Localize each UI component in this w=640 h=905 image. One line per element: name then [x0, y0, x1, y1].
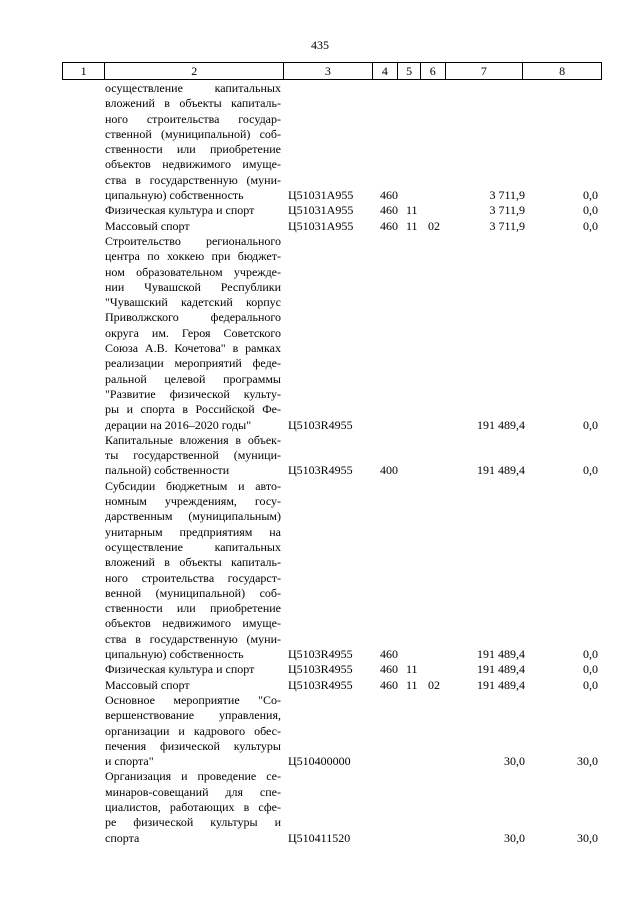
- table-row: [0, 662, 640, 677]
- row-expense-type: 460: [380, 218, 398, 233]
- description-line: Основное мероприятие "Со-: [105, 692, 281, 707]
- column-header-table: [62, 62, 602, 80]
- row-amount-2: 0,0: [583, 647, 598, 662]
- description-line: номным учреждениям, госу-: [105, 494, 281, 509]
- description-line: ного строительства государ-: [105, 111, 281, 126]
- description-line: ственности или приобретение: [105, 601, 281, 616]
- description-line: Приволжского федерального: [105, 310, 281, 325]
- row-expense-type: 460: [380, 677, 398, 692]
- table-row: [0, 234, 640, 433]
- page-number: 435: [311, 38, 329, 52]
- description-line: Строительство регионального: [105, 233, 281, 248]
- row-section: 11: [406, 203, 418, 218]
- column-header-row: [63, 63, 602, 80]
- row-expense-type: 460: [380, 662, 398, 677]
- description-line: ном образовательном учрежде-: [105, 264, 281, 279]
- row-amount-2: 0,0: [583, 188, 598, 203]
- description-line: реализации мероприятий феде-: [105, 356, 281, 371]
- description-line: вершенствование управления,: [105, 708, 281, 723]
- row-amount-2: 30,0: [577, 830, 598, 845]
- table-row: [0, 479, 640, 663]
- description-line: осуществление капитальных: [105, 539, 281, 554]
- description-line: ципальную) собственность: [105, 647, 244, 662]
- description-line: дарственным (муниципальным): [105, 509, 281, 524]
- table-row: [0, 769, 640, 846]
- description-line: дерации на 2016–2020 годы": [105, 417, 252, 432]
- description-line: ственности или приобретение: [105, 142, 281, 157]
- row-code: Ц510411520: [288, 830, 351, 845]
- description-line: объектов недвижимого имуще-: [105, 157, 281, 172]
- row-section: 11: [406, 677, 418, 692]
- description-line: нии Чувашской Республики: [105, 279, 281, 294]
- row-code: Ц51031А955: [288, 203, 354, 218]
- row-amount-1: 30,0: [504, 754, 525, 769]
- budget-table-body: [0, 81, 640, 846]
- description-line: ства в государственную (муни-: [105, 631, 281, 646]
- row-amount-1: 3 711,9: [489, 218, 525, 233]
- row-expense-type: 460: [380, 647, 398, 662]
- row-amount-2: 30,0: [577, 754, 598, 769]
- description-line: венной (муниципальной) соб-: [105, 585, 281, 600]
- row-code: Ц5103R4955: [288, 417, 353, 432]
- description-line: минаров-совещаний для спе-: [105, 784, 281, 799]
- description-line: округа им. Героя Советского: [105, 325, 281, 340]
- description-line: организации и кадрового обес-: [105, 723, 281, 738]
- description-line: печения физической культуры: [105, 738, 281, 753]
- row-amount-1: 191 489,4: [477, 647, 525, 662]
- description-line: ры и спорта в Российской Фе-: [105, 402, 281, 417]
- row-amount-1: 3 711,9: [489, 188, 525, 203]
- row-amount-2: 0,0: [583, 677, 598, 692]
- description-line: ципальную) собственность: [105, 188, 244, 203]
- description-line: унитарным предприятиям на: [105, 524, 281, 539]
- row-amount-2: 0,0: [583, 417, 598, 432]
- row-description: [105, 234, 281, 433]
- row-amount-1: 191 489,4: [477, 463, 525, 478]
- column-header-6: 6: [420, 63, 445, 80]
- row-amount-2: 0,0: [583, 218, 598, 233]
- description-line: пальной) собственности: [105, 463, 230, 478]
- table-row: [0, 81, 640, 203]
- row-description: [105, 693, 281, 769]
- row-code: Ц5103R4955: [288, 677, 353, 692]
- row-amount-2: 0,0: [583, 463, 598, 478]
- description-line: циалистов, работающих в сфе-: [105, 800, 281, 815]
- row-amount-1: 191 489,4: [477, 662, 525, 677]
- row-subsection: 02: [428, 677, 440, 692]
- row-code: Ц51031А955: [288, 218, 354, 233]
- row-description: [105, 678, 281, 693]
- row-section: 11: [406, 662, 418, 677]
- row-description: [105, 81, 281, 203]
- row-expense-type: 460: [380, 203, 398, 218]
- description-line: спорта: [105, 830, 140, 845]
- row-amount-1: 3 711,9: [489, 203, 525, 218]
- row-amount-1: 191 489,4: [477, 417, 525, 432]
- table-row: [0, 203, 640, 218]
- description-line: объектов недвижимого имуще-: [105, 616, 281, 631]
- column-header-8: 8: [523, 63, 602, 80]
- row-subsection: 02: [428, 218, 440, 233]
- description-line: ре физической культуры и: [105, 815, 281, 830]
- row-expense-type: 460: [380, 188, 398, 203]
- row-description: [105, 769, 281, 845]
- row-description: [105, 662, 281, 677]
- row-code: Ц5103R4955: [288, 662, 353, 677]
- row-section: 11: [406, 218, 418, 233]
- row-code: Ц51031А955: [288, 188, 354, 203]
- row-description: [105, 219, 281, 234]
- row-amount-2: 0,0: [583, 203, 598, 218]
- description-line: "Развитие физической культу-: [105, 386, 281, 401]
- row-amount-1: 30,0: [504, 830, 525, 845]
- table-row: [0, 219, 640, 234]
- table-row: [0, 678, 640, 693]
- column-header-3: 3: [284, 63, 372, 80]
- column-header-4: 4: [372, 63, 398, 80]
- description-line: Субсидии бюджетным и авто-: [105, 478, 281, 493]
- row-expense-type: 400: [380, 463, 398, 478]
- description-line: ты государственной (муници-: [105, 448, 281, 463]
- row-description: [105, 433, 281, 479]
- description-line: осуществление капитальных: [105, 81, 281, 95]
- description-line: Массовый спорт: [105, 218, 190, 233]
- column-header-7: 7: [445, 63, 523, 80]
- description-line: Капитальные вложения в объек-: [105, 432, 281, 447]
- description-line: ного строительства государст-: [105, 570, 281, 585]
- description-line: Организация и проведение се-: [105, 769, 281, 784]
- row-amount-2: 0,0: [583, 662, 598, 677]
- row-code: Ц5103R4955: [288, 647, 353, 662]
- description-line: вложений в объекты капиталь-: [105, 96, 281, 111]
- row-code: Ц5103R4955: [288, 463, 353, 478]
- description-line: "Чувашский кадетский корпус: [105, 295, 281, 310]
- description-line: и спорта": [105, 754, 154, 769]
- row-description: [105, 479, 281, 663]
- description-line: Массовый спорт: [105, 677, 190, 692]
- description-line: ственной (муниципальной) соб-: [105, 126, 281, 141]
- description-line: Физическая культура и спорт: [105, 662, 255, 677]
- description-line: вложений в объекты капиталь-: [105, 555, 281, 570]
- column-header-5: 5: [398, 63, 421, 80]
- row-amount-1: 191 489,4: [477, 677, 525, 692]
- table-row: [0, 433, 640, 479]
- description-line: центра по хоккею при бюджет-: [105, 249, 281, 264]
- description-line: Союза А.В. Кочетова" в рамках: [105, 341, 281, 356]
- row-code: Ц510400000: [288, 754, 351, 769]
- table-row: [0, 693, 640, 770]
- column-header-1: 1: [63, 63, 105, 80]
- description-line: ства в государственную (муни-: [105, 172, 281, 187]
- row-description: [105, 203, 281, 218]
- description-line: ральной целевой программы: [105, 371, 281, 386]
- description-line: Физическая культура и спорт: [105, 203, 255, 218]
- column-header-2: 2: [105, 63, 284, 80]
